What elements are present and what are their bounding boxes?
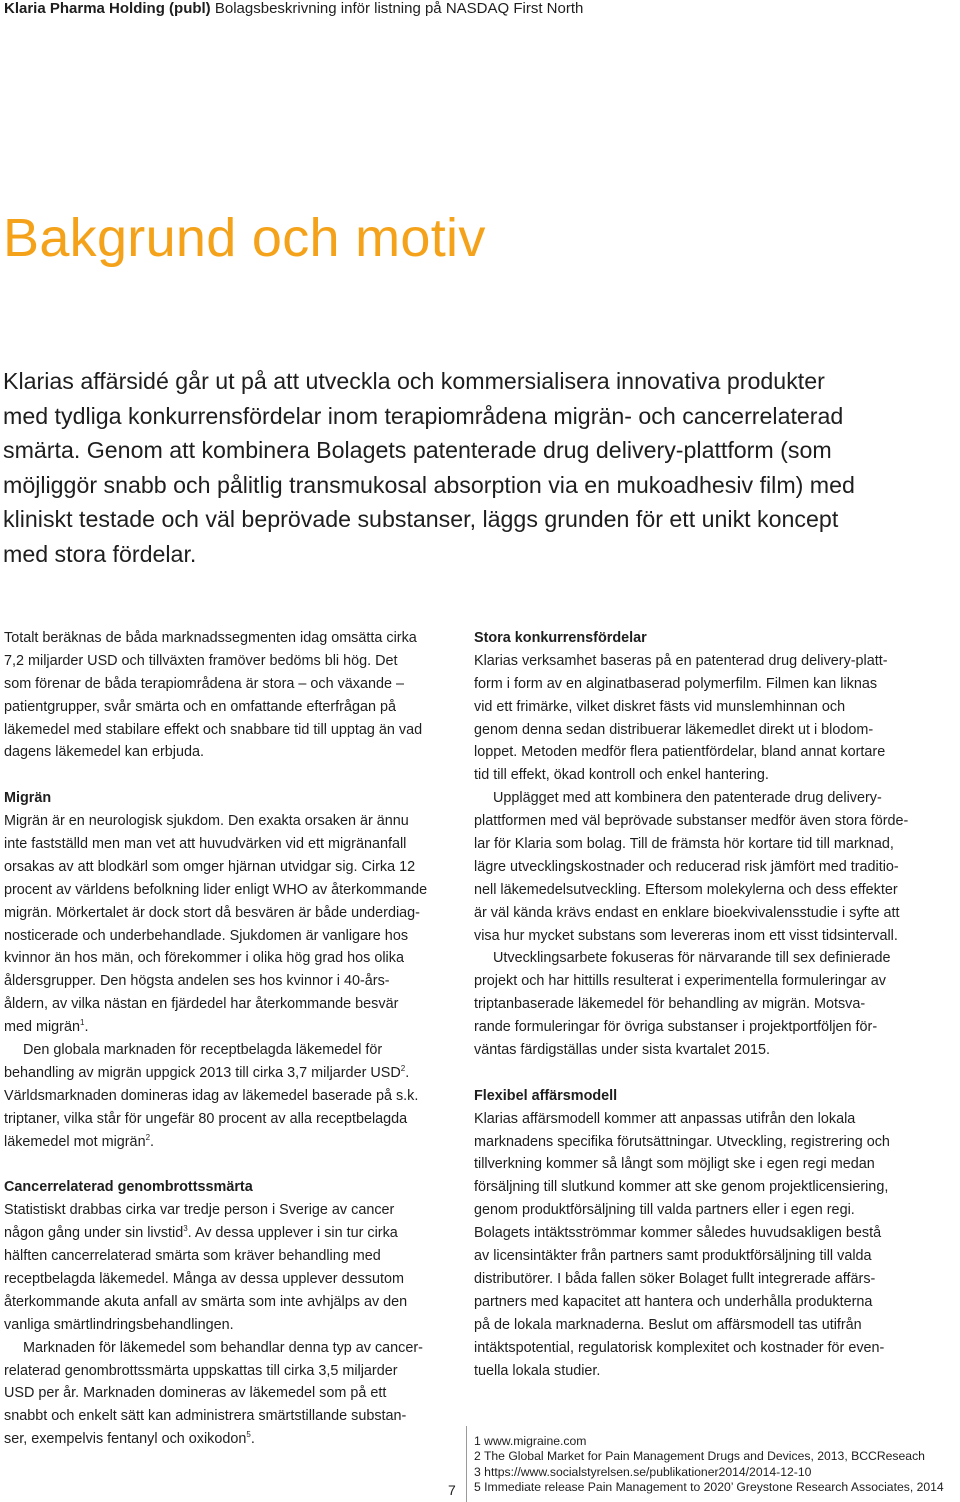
migran-line	[4, 1016, 427, 1039]
intro-line: dagens läkemedel kan erbjuda.	[4, 744, 205, 761]
right-column	[474, 627, 908, 1382]
page-number: 7	[448, 1482, 456, 1498]
stora-line: lar för Klaria som bolag. Till de främsta hör kortare tid till marknad,	[474, 836, 894, 853]
flex-line: Klarias affärsmodell kommer att anpassas utifrån den lokala	[474, 1110, 856, 1127]
migran-line: kvinnor än hos män, och förekommer i olika hög grad hos olika	[4, 950, 404, 967]
cancer-line	[4, 1222, 427, 1245]
text-run: . Av dessa upplever i sin tur cirka	[187, 1225, 398, 1242]
stora-line: vid ett frimärke, vilket diskret fästs vid munslemhinnan och	[474, 698, 846, 715]
text-run: .	[250, 1431, 255, 1448]
cancer-line: återkommande akuta anfall av smärta som inte avhjälps av den	[4, 1293, 408, 1310]
section-heading-cancer: Cancerrelaterad genombrottssmärta	[4, 1179, 253, 1196]
migran-line: inte fastställd men man vet att huvudvärken vid ett migränanfall	[4, 836, 407, 853]
flex-line: Bolagets intäktsströmmar kommer således huvudsakligen bestå	[474, 1225, 882, 1242]
footnote-ref: 2	[145, 1132, 151, 1142]
lead-line: Klarias affärsidé går ut på att utveckla och kommersialisera innovativa produkter	[3, 368, 825, 394]
migran-line	[4, 1131, 427, 1154]
footnote-ref: 5	[246, 1430, 251, 1440]
lead-line: möjliggör snabb och pålitlig transmukosal absorption via en mukoadhesiv film) med	[3, 471, 855, 498]
stora-line: projekt och har hittills resulterat i experimentella formuleringar av	[474, 973, 886, 990]
stora-line: loppet. Metoden medför flera patientfördelar, bland annat kortare	[474, 744, 886, 761]
text-run: läkemedel mot migrän	[4, 1133, 146, 1150]
stora-line: tid till effekt, ökad kontroll och enkel hantering.	[474, 767, 769, 784]
migran-line: Världsmarknaden domineras idag av läkemedel baserade på s.k.	[4, 1087, 419, 1104]
stora-line: genom denna sedan distribuerar läkemedlet direkt ut i blodom-	[474, 721, 874, 738]
intro-line: Totalt beräknas de båda marknadssegmenten idag omsätta cirka	[4, 630, 417, 646]
intro-line: patientgrupper, svår smärta och en omfattande efterfrågan på	[4, 698, 396, 715]
stora-line: rande formuleringar för övriga substanser i projektportföljen för-	[474, 1019, 878, 1036]
migran-line: åldersgrupper. Den högsta andelen ses hos kvinnor i 40-års-	[4, 973, 390, 990]
header-document-title: Bolagsbeskrivning inför listning på NASDAQ First North	[214, 0, 584, 17]
footnotes	[474, 1434, 944, 1495]
cancer-line: hälften cancerrelaterad smärta som kräver behandling med	[4, 1248, 381, 1265]
footnote-divider	[466, 1426, 467, 1502]
text-run: någon gång under sin livstid	[4, 1225, 184, 1242]
running-header	[4, 0, 583, 18]
migran-line: Migrän är en neurologisk sjukdom. Den exakta orsaken är ännu	[4, 813, 409, 830]
intro-line: som förenar de båda terapiområdena är stora – och växande –	[4, 675, 404, 692]
stora-line: plattformen med väl beprövade substanser medför även stora förde-	[474, 813, 909, 830]
flex-line: tuella lokala studier.	[474, 1362, 601, 1379]
migran-line: migrän. Mörkertalet är dock stort då besvären är både underdiag-	[4, 904, 420, 921]
stora-line: är väl kända krävs endast en enklare bioekvivalensstudie i syfte att	[474, 904, 900, 921]
stora-line: väntas färdigställas under sista kvartalet 2015.	[474, 1042, 770, 1059]
migran-line: Den globala marknaden för receptbelagda läkemedel för	[23, 1042, 383, 1059]
flex-line: genom produktförsäljning till valda partners eller i egen regi.	[474, 1202, 855, 1219]
cancer-line: Marknaden för läkemedel som behandlar denna typ av cancer-	[23, 1339, 423, 1356]
stora-line: form i form av en alginatbaserad polymerfilm. Filmen kan liknas	[474, 675, 878, 692]
footnote: 1 www.migraine.com	[474, 1434, 587, 1448]
flex-line: av licensintäkter från partners samt produktförsäljning till valda	[474, 1248, 872, 1265]
cancer-line	[4, 1428, 427, 1451]
migran-line: nosticerade och underbehandlade. Sjukdomen är vanligare hos	[4, 927, 409, 944]
migran-line	[4, 1062, 427, 1085]
migran-line: åldern, av vilka nästan en fjärdedel har återkommande besvär	[4, 996, 399, 1013]
cancer-line: vanliga smärtlindringsbehandlingen.	[4, 1316, 234, 1333]
left-column	[4, 627, 427, 1451]
stora-line: nell läkemedelsutveckling. Eftersom molekylerna och dess effekter	[474, 881, 898, 898]
stora-line: lägre utvecklingskostnader och reducerad risk jämfört med traditio-	[474, 858, 899, 875]
text-run: .	[84, 1019, 89, 1036]
text-run: .	[150, 1133, 155, 1150]
page-title: Bakgrund och motiv	[3, 208, 486, 268]
flex-line: försäljning till slutkund kommer att ske genom projektlicensiering,	[474, 1179, 889, 1196]
section-heading-migran: Migrän	[4, 790, 52, 807]
stora-line: Utvecklingsarbete fokuseras för närvarande till sex definierade	[493, 950, 891, 967]
lead-line: smärta. Genom att kombinera Bolagets patenterade drug delivery-plattform (som	[3, 437, 832, 463]
footnote: 3 https://www.socialstyrelsen.se/publikationer2014/2014-12-10	[474, 1464, 812, 1479]
footnote-ref: 2	[400, 1064, 406, 1074]
text-run: ser, exempelvis fentanyl och oxikodon	[4, 1431, 247, 1448]
text-run: behandling av migrän uppgick 2013 till cirka 3,7 miljarder USD	[4, 1064, 401, 1081]
migran-line: orsakas av att blodkärl som omger hjärnan utvidgar sig. Cirka 12	[4, 858, 416, 875]
stora-line: Upplägget med att kombinera den patenterade drug delivery-	[493, 790, 882, 807]
footnote-ref: 3	[183, 1224, 188, 1234]
footnote-ref: 1	[79, 1018, 85, 1028]
text-run: .	[405, 1064, 410, 1081]
flex-line: distributörer. I båda fallen söker Bolaget fullt integrerade affärs-	[474, 1270, 876, 1287]
cancer-line: relaterad genombrottssmärta uppskattas till cirka 3,5 miljarder	[4, 1362, 398, 1379]
intro-line: läkemedel med stabilare effekt och snabbare tid till upptag än vad	[4, 721, 423, 738]
lead-line: med tydliga konkurrensfördelar inom terapiområdena migrän- och cancerrelaterad	[3, 402, 844, 429]
footnote: 2 The Global Market for Pain Management Drugs and Devices, 2013, BCCReseach	[474, 1449, 925, 1464]
cancer-line: USD per år. Marknaden domineras av läkemedel som på ett	[4, 1385, 387, 1402]
header-company: Klaria Pharma Holding (publ)	[4, 0, 211, 17]
section-heading-stora: Stora konkurrensfördelar	[474, 630, 647, 646]
intro-line: 7,2 miljarder USD och tillväxten framöver bedöms bli hög. Det	[4, 652, 398, 669]
cancer-line: Statistiskt drabbas cirka var tredje person i Sverige av cancer	[4, 1202, 395, 1219]
cancer-line: snabbt och enkelt sätt kan administrera smärtstillande substan-	[4, 1408, 407, 1425]
flex-line: på de lokala marknaderna. Beslut om affärsmodell tas utifrån	[474, 1316, 862, 1333]
flex-line: partners med kapacitet att hantera och underhålla produkterna	[474, 1293, 873, 1310]
lead-paragraph	[3, 364, 855, 571]
flex-line: tillverkning kommer så långt som möjligt ske i egen regi medan	[474, 1156, 875, 1173]
footnote: 5 Immediate release Pain Management to 2020’ Greystone Research Associates, 2014	[474, 1479, 944, 1494]
migran-line: triptaner, vilka står för ungefär 80 procent av alla receptbelagda	[4, 1110, 408, 1127]
stora-line: visa hur mycket substans som levereras inom ett visst tidsintervall.	[474, 927, 898, 944]
lead-line: med stora fördelar.	[3, 540, 197, 567]
flex-line: intäktspotential, regulatorisk komplexitet och kostnader för even-	[474, 1339, 885, 1356]
flex-line: marknadens specifika förutsättningar. Utveckling, registrering och	[474, 1133, 890, 1150]
stora-line: Klarias verksamhet baseras på en patenterad drug delivery-platt-	[474, 652, 888, 669]
section-heading-flexibel: Flexibel affärsmodell	[474, 1087, 618, 1104]
text-run: med migrän	[4, 1019, 80, 1036]
stora-line: triptanbaserade läkemedel för behandling av migrän. Motsva-	[474, 996, 866, 1013]
cancer-line: receptbelagda läkemedel. Många av dessa upplever dessutom	[4, 1270, 404, 1287]
migran-line: procent av världens befolkning lider enligt WHO av återkommande	[4, 881, 428, 898]
lead-line: kliniskt testade och väl beprövade substanser, läggs grunden för ett unikt koncept	[3, 506, 839, 532]
